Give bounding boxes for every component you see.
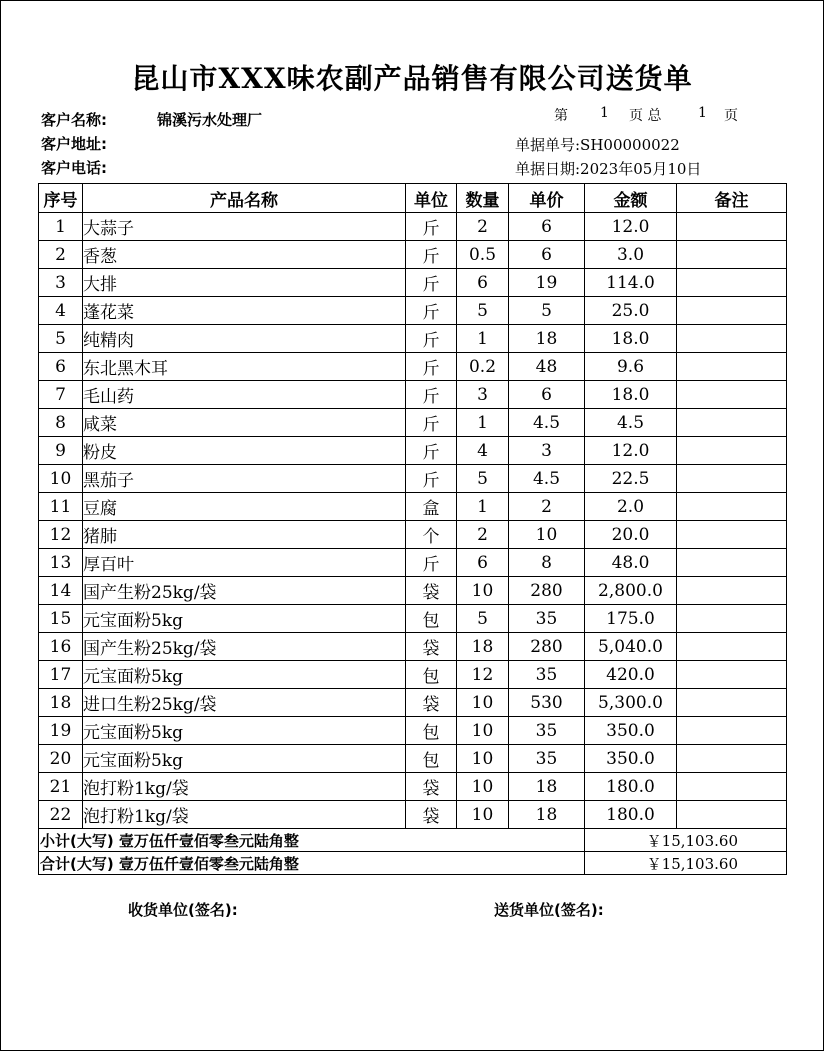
row-unit-price: 35 — [509, 661, 585, 689]
row-unit-price: 18 — [509, 801, 585, 829]
row-amount: 180.0 — [585, 801, 677, 829]
receiver-signature-label: 收货单位(签名): — [128, 901, 238, 919]
row-product-name: 国产生粉25kg/袋 — [83, 577, 406, 605]
row-remarks — [677, 297, 787, 325]
row-index: 18 — [39, 689, 83, 717]
row-quantity: 6 — [457, 549, 509, 577]
row-product-name: 厚百叶 — [83, 549, 406, 577]
row-unit: 袋 — [406, 773, 457, 801]
row-index: 17 — [39, 661, 83, 689]
row-amount: 2,800.0 — [585, 577, 677, 605]
row-remarks — [677, 353, 787, 381]
row-unit-price: 18 — [509, 773, 585, 801]
row-quantity: 10 — [457, 745, 509, 773]
row-unit: 斤 — [406, 437, 457, 465]
total-label: 合计(大写) 壹万伍仟壹佰零叁元陆角整 — [39, 852, 585, 875]
table-row — [39, 409, 787, 437]
table-row — [39, 213, 787, 241]
row-remarks — [677, 381, 787, 409]
row-product-name: 大蒜子 — [83, 213, 406, 241]
header-product-name: 产品名称 — [83, 184, 406, 213]
row-index: 14 — [39, 577, 83, 605]
row-amount: 18.0 — [585, 325, 677, 353]
row-unit: 斤 — [406, 325, 457, 353]
row-unit-price: 4.5 — [509, 409, 585, 437]
row-unit: 斤 — [406, 549, 457, 577]
customer-name-label: 客户名称: — [41, 111, 107, 129]
row-unit-price: 3 — [509, 437, 585, 465]
row-unit-price: 6 — [509, 213, 585, 241]
row-unit: 斤 — [406, 241, 457, 269]
row-amount: 350.0 — [585, 717, 677, 745]
table-row — [39, 801, 787, 829]
row-quantity: 2 — [457, 521, 509, 549]
row-unit: 斤 — [406, 353, 457, 381]
row-remarks — [677, 801, 787, 829]
row-amount: 175.0 — [585, 605, 677, 633]
row-amount: 350.0 — [585, 745, 677, 773]
table-row — [39, 325, 787, 353]
row-amount: 12.0 — [585, 213, 677, 241]
row-index: 9 — [39, 437, 83, 465]
row-product-name: 纯精肉 — [83, 325, 406, 353]
row-unit-price: 6 — [509, 241, 585, 269]
row-unit: 袋 — [406, 689, 457, 717]
row-product-name: 粉皮 — [83, 437, 406, 465]
row-amount: 22.5 — [585, 465, 677, 493]
row-unit: 盒 — [406, 493, 457, 521]
row-amount: 5,040.0 — [585, 633, 677, 661]
row-quantity: 1 — [457, 409, 509, 437]
row-index: 12 — [39, 521, 83, 549]
row-remarks — [677, 549, 787, 577]
row-index: 5 — [39, 325, 83, 353]
row-quantity: 10 — [457, 717, 509, 745]
header-unit-price: 单价 — [509, 184, 585, 213]
row-product-name: 元宝面粉5kg — [83, 661, 406, 689]
row-quantity: 5 — [457, 605, 509, 633]
row-product-name: 豆腐 — [83, 493, 406, 521]
customer-address-label: 客户地址: — [41, 135, 107, 153]
row-unit: 斤 — [406, 409, 457, 437]
row-remarks — [677, 269, 787, 297]
row-quantity: 3 — [457, 381, 509, 409]
header-quantity: 数量 — [457, 184, 509, 213]
subtotal-label: 小计(大写) 壹万伍仟壹佰零叁元陆角整 — [39, 829, 585, 852]
row-unit: 斤 — [406, 465, 457, 493]
row-quantity: 2 — [457, 213, 509, 241]
row-unit: 斤 — [406, 213, 457, 241]
row-remarks — [677, 633, 787, 661]
row-index: 15 — [39, 605, 83, 633]
row-quantity: 6 — [457, 269, 509, 297]
row-unit: 包 — [406, 661, 457, 689]
row-unit-price: 2 — [509, 493, 585, 521]
row-index: 21 — [39, 773, 83, 801]
row-remarks — [677, 577, 787, 605]
row-product-name: 猪肺 — [83, 521, 406, 549]
row-remarks — [677, 689, 787, 717]
row-index: 4 — [39, 297, 83, 325]
row-amount: 180.0 — [585, 773, 677, 801]
row-amount: 420.0 — [585, 661, 677, 689]
row-remarks — [677, 465, 787, 493]
row-product-name: 进口生粉25kg/袋 — [83, 689, 406, 717]
row-amount: 3.0 — [585, 241, 677, 269]
row-index: 10 — [39, 465, 83, 493]
row-quantity: 10 — [457, 801, 509, 829]
row-product-name: 泡打粉1kg/袋 — [83, 801, 406, 829]
row-product-name: 泡打粉1kg/袋 — [83, 773, 406, 801]
row-remarks — [677, 325, 787, 353]
table-row — [39, 773, 787, 801]
pager-total-pages: 1 — [698, 105, 707, 121]
row-product-name: 东北黑木耳 — [83, 353, 406, 381]
total-value: ￥15,103.60 — [585, 852, 787, 875]
total-row — [39, 852, 787, 875]
subtotal-row — [39, 829, 787, 852]
table-row — [39, 689, 787, 717]
table-row — [39, 605, 787, 633]
row-product-name: 蓬花菜 — [83, 297, 406, 325]
table-row — [39, 241, 787, 269]
row-unit: 袋 — [406, 633, 457, 661]
table-row — [39, 465, 787, 493]
customer-phone-label: 客户电话: — [41, 159, 107, 177]
row-quantity: 5 — [457, 297, 509, 325]
pager-ye: 页 — [724, 108, 738, 124]
row-unit-price: 8 — [509, 549, 585, 577]
pager-current-page: 1 — [600, 105, 609, 121]
table-row — [39, 269, 787, 297]
row-amount: 9.6 — [585, 353, 677, 381]
row-product-name: 元宝面粉5kg — [83, 745, 406, 773]
row-product-name: 毛山药 — [83, 381, 406, 409]
row-index: 1 — [39, 213, 83, 241]
row-remarks — [677, 521, 787, 549]
row-remarks — [677, 437, 787, 465]
row-amount: 114.0 — [585, 269, 677, 297]
row-amount: 12.0 — [585, 437, 677, 465]
row-product-name: 香葱 — [83, 241, 406, 269]
row-product-name: 黑茄子 — [83, 465, 406, 493]
row-product-name: 大排 — [83, 269, 406, 297]
sender-signature-label: 送货单位(签名): — [494, 901, 604, 919]
table-header-row — [39, 184, 787, 213]
row-quantity: 10 — [457, 773, 509, 801]
row-amount: 48.0 — [585, 549, 677, 577]
row-quantity: 0.5 — [457, 241, 509, 269]
row-unit-price: 280 — [509, 633, 585, 661]
row-amount: 4.5 — [585, 409, 677, 437]
header-remarks: 备注 — [677, 184, 787, 213]
row-unit: 包 — [406, 717, 457, 745]
row-quantity: 12 — [457, 661, 509, 689]
row-product-name: 咸菜 — [83, 409, 406, 437]
table-row — [39, 549, 787, 577]
row-quantity: 4 — [457, 437, 509, 465]
row-quantity: 1 — [457, 493, 509, 521]
row-amount: 25.0 — [585, 297, 677, 325]
row-remarks — [677, 409, 787, 437]
row-quantity: 5 — [457, 465, 509, 493]
row-unit: 包 — [406, 605, 457, 633]
row-remarks — [677, 213, 787, 241]
row-quantity: 18 — [457, 633, 509, 661]
row-unit-price: 530 — [509, 689, 585, 717]
row-unit-price: 19 — [509, 269, 585, 297]
header-amount: 金额 — [585, 184, 677, 213]
table-row — [39, 353, 787, 381]
row-index: 3 — [39, 269, 83, 297]
row-remarks — [677, 661, 787, 689]
row-product-name: 国产生粉25kg/袋 — [83, 633, 406, 661]
row-index: 16 — [39, 633, 83, 661]
row-remarks — [677, 717, 787, 745]
row-unit: 斤 — [406, 269, 457, 297]
row-unit: 袋 — [406, 801, 457, 829]
row-quantity: 10 — [457, 577, 509, 605]
row-remarks — [677, 605, 787, 633]
row-quantity: 1 — [457, 325, 509, 353]
row-index: 20 — [39, 745, 83, 773]
table-row — [39, 493, 787, 521]
row-index: 11 — [39, 493, 83, 521]
row-index: 7 — [39, 381, 83, 409]
table-row — [39, 745, 787, 773]
table-row — [39, 633, 787, 661]
row-unit-price: 280 — [509, 577, 585, 605]
row-unit-price: 18 — [509, 325, 585, 353]
table-row — [39, 577, 787, 605]
row-amount: 20.0 — [585, 521, 677, 549]
row-remarks — [677, 773, 787, 801]
row-index: 13 — [39, 549, 83, 577]
row-unit-price: 35 — [509, 717, 585, 745]
row-unit: 斤 — [406, 297, 457, 325]
row-amount: 18.0 — [585, 381, 677, 409]
row-remarks — [677, 241, 787, 269]
header-unit: 单位 — [406, 184, 457, 213]
document-number: 单据单号:SH00000022 — [515, 136, 680, 154]
row-index: 22 — [39, 801, 83, 829]
document-title: 昆山市XXX味农副产品销售有限公司送货单 — [131, 62, 693, 95]
customer-name-value: 锦溪污水处理厂 — [157, 111, 263, 129]
table-row — [39, 437, 787, 465]
row-unit-price: 4.5 — [509, 465, 585, 493]
row-unit-price: 10 — [509, 521, 585, 549]
row-unit-price: 35 — [509, 745, 585, 773]
table-row — [39, 297, 787, 325]
row-remarks — [677, 745, 787, 773]
subtotal-value: ￥15,103.60 — [585, 829, 787, 852]
row-index: 6 — [39, 353, 83, 381]
pager-di: 第 — [554, 108, 568, 124]
row-unit-price: 5 — [509, 297, 585, 325]
row-unit: 袋 — [406, 577, 457, 605]
pager-ye-zong: 页 总 — [629, 108, 662, 124]
row-product-name: 元宝面粉5kg — [83, 605, 406, 633]
row-product-name: 元宝面粉5kg — [83, 717, 406, 745]
row-amount: 2.0 — [585, 493, 677, 521]
row-unit: 斤 — [406, 381, 457, 409]
table-row — [39, 521, 787, 549]
row-amount: 5,300.0 — [585, 689, 677, 717]
table-row — [39, 381, 787, 409]
row-unit-price: 48 — [509, 353, 585, 381]
table-row — [39, 661, 787, 689]
row-index: 8 — [39, 409, 83, 437]
row-unit: 个 — [406, 521, 457, 549]
row-quantity: 0.2 — [457, 353, 509, 381]
items-table — [38, 183, 787, 875]
header-index: 序号 — [39, 184, 83, 213]
document-date: 单据日期:2023年05月10日 — [515, 160, 702, 178]
table-row — [39, 717, 787, 745]
row-unit-price: 35 — [509, 605, 585, 633]
row-remarks — [677, 493, 787, 521]
row-quantity: 10 — [457, 689, 509, 717]
row-index: 19 — [39, 717, 83, 745]
row-unit: 包 — [406, 745, 457, 773]
row-unit-price: 6 — [509, 381, 585, 409]
row-index: 2 — [39, 241, 83, 269]
